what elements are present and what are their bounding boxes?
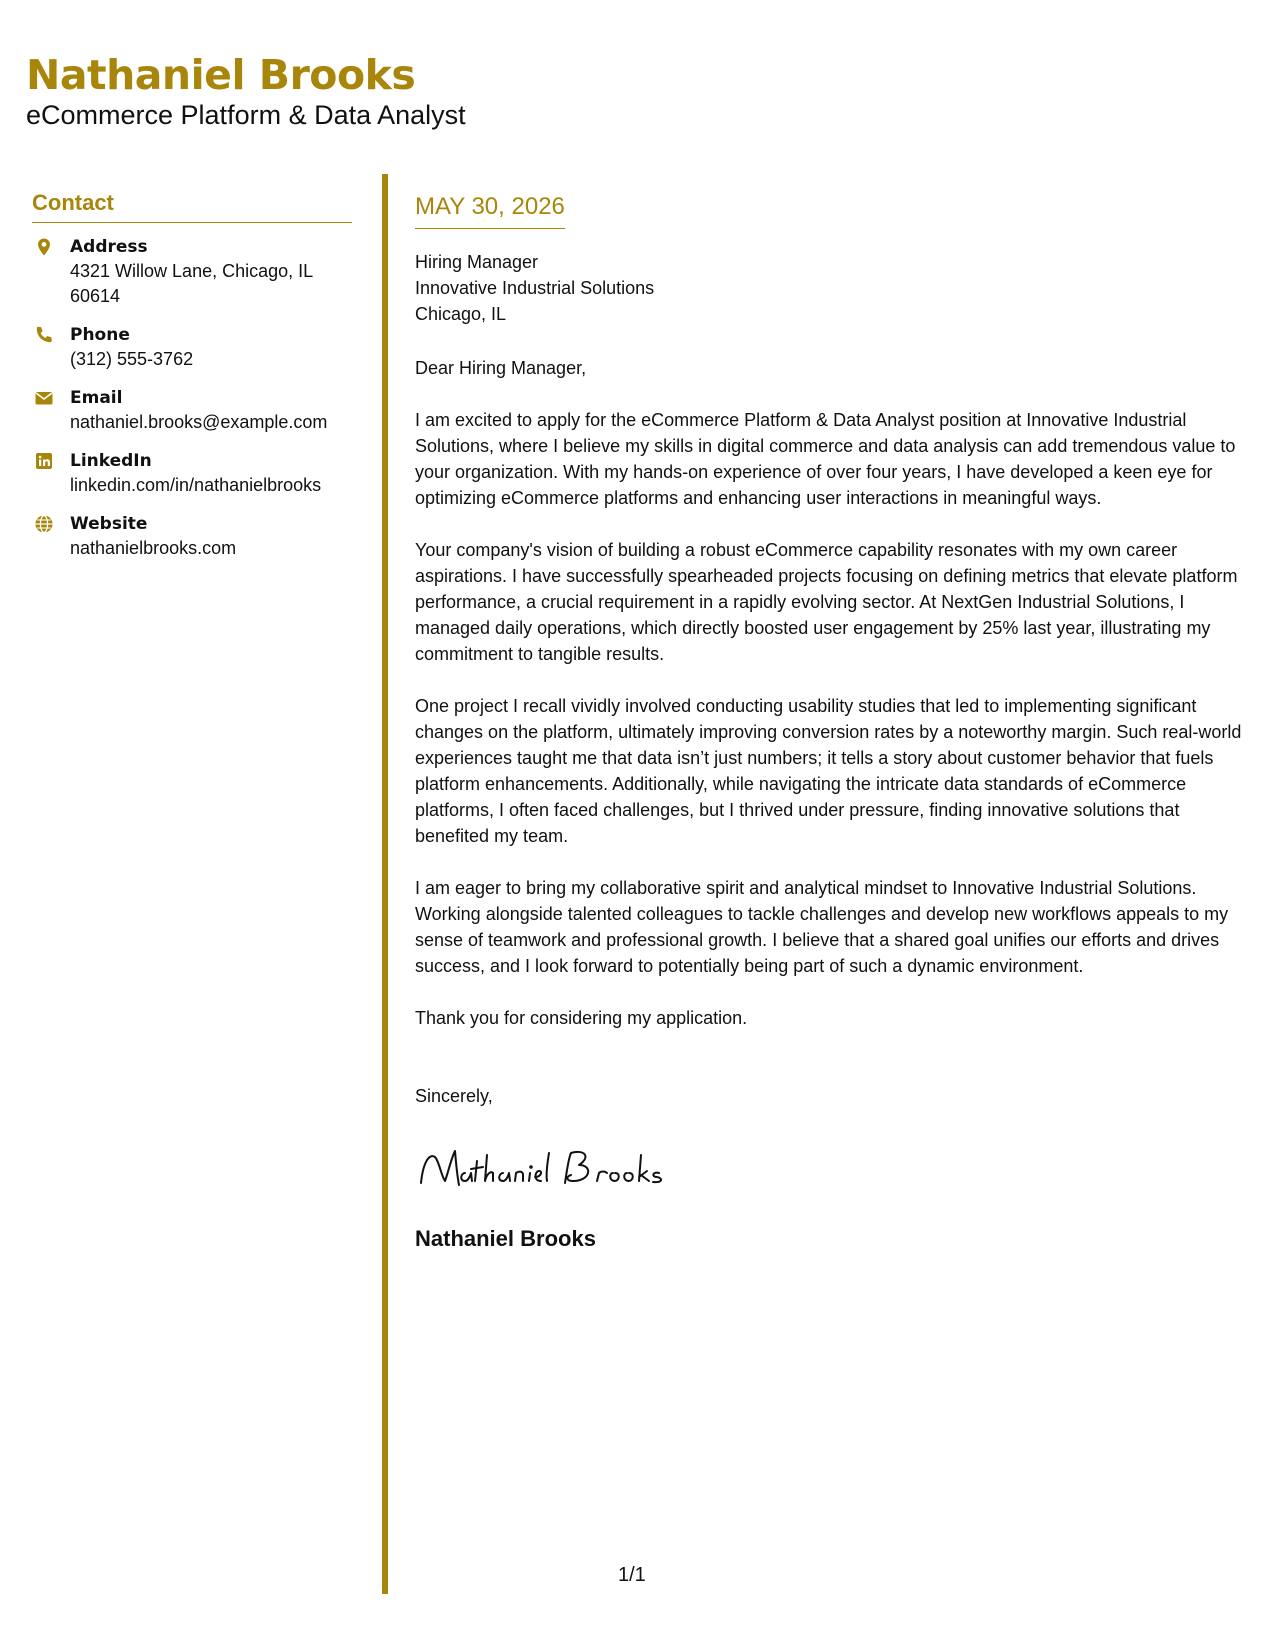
body-paragraph: One project I recall vividly involved conducting usability studies that led to implementing significant changes on the platform, ultimately improving conversion rates by a noteworthy margin. Such real-world experiences taught me that data isn’t just numbers; it tells a story about customer behavior that fuels platform enhancements. Additionally, while navigating the intricate data standards of eCommerce platforms, I often faced challenges, but I thrived under pressure, finding innovative solutions that benefited my team. xyxy=(415,696,1242,846)
recipient-line: Innovative Industrial Solutions xyxy=(415,278,655,298)
body-paragraph: I am eager to bring my collaborative spirit and analytical mindset to Innovative Industrial Solutions. Working alongside talented colleagues to tackle challenges and develop new workflows appeals to my sense of teamwork and professional growth. I believe that a shared goal unifies our efforts and drives success, and I look forward to potentially being part of such a dynamic environment. xyxy=(415,878,1229,976)
contact-item-email xyxy=(32,386,352,435)
contact-label: Email xyxy=(70,388,123,408)
contact-item-website xyxy=(32,512,352,561)
contact-label: LinkedIn xyxy=(70,451,152,471)
recipient-block xyxy=(415,249,1255,327)
contact-item-linkedin xyxy=(32,449,352,498)
map-pin-icon xyxy=(34,237,54,257)
signed-name: Nathaniel Brooks xyxy=(415,1226,596,1251)
body-paragraph: I am excited to apply for the eCommerce Platform & Data Analyst position at Innovative Industrial Solutions, where I believe my skills in digital commerce and data analysis can add tremendous value to your organization. With my hands-on experience of over four years, I have developed a keen eye for optimizing eCommerce platforms and enhancing user interactions in meaningful ways. xyxy=(415,410,1236,508)
contact-item-address xyxy=(32,235,352,309)
contact-label: Website xyxy=(70,514,148,534)
website-value: nathanielbrooks.com xyxy=(70,538,237,558)
page-number: 1/1 xyxy=(618,1564,646,1586)
contact-item-phone xyxy=(32,323,352,372)
salutation: Dear Hiring Manager, xyxy=(415,358,587,378)
globe-icon xyxy=(34,514,54,534)
closing: Sincerely, xyxy=(415,1086,493,1106)
contact-label: Address xyxy=(70,237,148,257)
handwritten-signature xyxy=(415,1143,685,1199)
linkedin-icon xyxy=(34,451,54,471)
body-paragraph: Your company's vision of building a robust eCommerce capability resonates with my own career aspirations. I have successfully spearheaded projects focusing on defining metrics that elevate platform performance, a crucial requirement in a rapidly evolving sector. At NextGen Industrial Solutions, I managed daily operations, which directly boosted user engagement by 25% last year, illustrating my commitment to tangible results. xyxy=(415,540,1238,664)
contact-heading: Contact xyxy=(32,188,352,223)
applicant-name: Nathaniel Brooks xyxy=(26,51,416,99)
vertical-divider xyxy=(382,174,388,1594)
linkedin-value: linkedin.com/in/nathanielbrooks xyxy=(70,475,322,495)
phone-value: (312) 555-3762 xyxy=(70,349,194,369)
email-value: nathaniel.brooks@example.com xyxy=(70,412,328,432)
contact-sidebar xyxy=(32,188,352,575)
recipient-line: Hiring Manager xyxy=(415,252,539,272)
recipient-line: Chicago, IL xyxy=(415,304,507,324)
address-value: 4321 Willow Lane, Chicago, IL 60614 xyxy=(70,261,313,306)
envelope-icon xyxy=(34,388,54,408)
header xyxy=(26,50,466,132)
body-paragraph: Thank you for considering my application. xyxy=(415,1008,748,1028)
contact-label: Phone xyxy=(70,325,130,345)
job-title: eCommerce Platform & Data Analyst xyxy=(26,100,466,130)
phone-icon xyxy=(34,325,54,345)
cover-letter xyxy=(415,190,1255,1254)
letter-date: MAY 30, 2026 xyxy=(415,190,565,229)
